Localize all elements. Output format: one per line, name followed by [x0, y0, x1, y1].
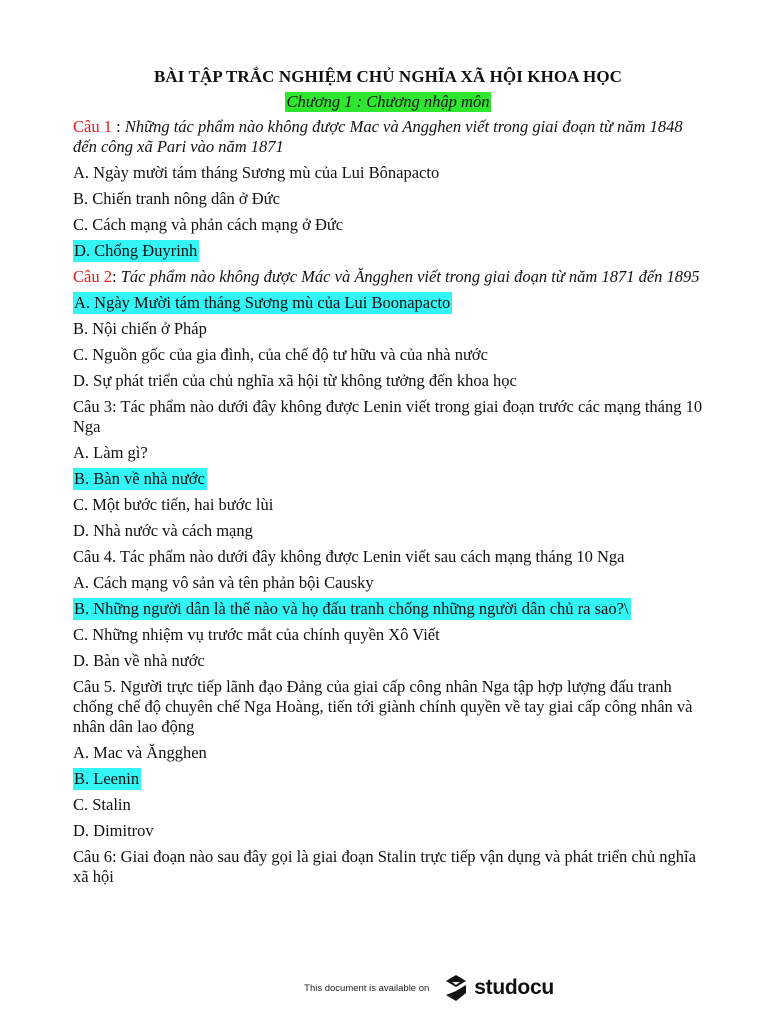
q3-option-d: D. Nhà nước và cách mạng [73, 521, 253, 540]
q5-option-a: A. Mac và Ăngghen [73, 743, 207, 762]
question-1-text: Những tác phẩm nào không được Mac và Angghen viết trong giai đoạn từ năm 1848 đến công xã Pari vào năm 1871 [73, 117, 683, 156]
q4-option-d: D. Bàn về nhà nước [73, 651, 205, 670]
question-4: Câu 4. Tác phẩm nào dưới đây không được Lenin viết sau cách mạng tháng 10 Nga [73, 547, 625, 566]
studocu-logo[interactable] [443, 973, 554, 1003]
studocu-brand: studocu [474, 976, 554, 999]
question-5: Câu 5. Người trực tiếp lãnh đạo Đảng của giai cấp công nhân Nga tập hợp lượng đấu tranh chống chế độ chuyên chế Nga Hoàng, tiến tới giành chính quyền về tay giai cấp công nhân và nhân dân lao động [73, 677, 693, 736]
question-2-text: Tác phẩm nào không được Mác và Ăngghen viết trong giai đoạn từ năm 1871 đến 1895 [120, 267, 700, 286]
chapter-subtitle: Chương 1 : Chương nhập môn [286, 92, 490, 111]
q4-option-a: A. Cách mạng vô sản và tên phản bội Causky [73, 573, 374, 592]
q2-option-a-answer: A. Ngày Mười tám tháng Sương mù của Lui Boonapacto [74, 293, 451, 312]
question-1-label: Câu 1 [73, 117, 112, 136]
q1-option-d-answer: D. Chống Đuyrinh [74, 241, 198, 260]
document-page [73, 66, 703, 887]
q3-option-a: A. Làm gì? [73, 443, 148, 462]
question-2-label: Câu 2 [73, 267, 112, 286]
q1-option-b: B. Chiến tranh nông dân ở Đức [73, 189, 280, 208]
question-6: Câu 6: Giai đoạn nào sau đây gọi là giai đoạn Stalin trực tiếp vận dụng và phát triển chủ nghĩa xã hội [73, 847, 696, 886]
q2-option-d: D. Sự phát triển của chủ nghĩa xã hội từ không tưởng đến khoa học [73, 371, 517, 390]
q5-option-b-answer: B. Leenin [74, 769, 140, 788]
q4-option-c: C. Những nhiệm vụ trước mắt của chính quyền Xô Viết [73, 625, 440, 644]
studocu-logo-icon [443, 973, 469, 1003]
availability-note: This document is available on [304, 982, 430, 994]
document-title: BÀI TẬP TRẮC NGHIỆM CHỦ NGHĨA XÃ HỘI KHOA HỌC [153, 67, 623, 86]
q3-option-b-answer: B. Bàn về nhà nước [74, 469, 205, 488]
q2-option-b: B. Nội chiến ở Pháp [73, 319, 207, 338]
q1-option-c: C. Cách mạng và phản cách mạng ở Đức [73, 215, 344, 234]
studocu-footer [0, 968, 768, 1008]
q1-option-a: A. Ngày mười tám tháng Sương mù của Lui Bônapacto [73, 163, 440, 182]
q2-option-c: C. Nguồn gốc của gia đình, của chế độ tư hữu và của nhà nước [73, 345, 488, 364]
q3-option-c: C. Một bước tiến, hai bước lùi [73, 495, 274, 514]
question-1: Câu 1 : Những tác phẩm nào không được Mac và Angghen viết trong giai đoạn từ năm 1848 đến công xã Pari vào năm 1871 [73, 117, 683, 156]
q5-option-d: D. Dimitrov [73, 821, 154, 840]
q4-option-b-answer: B. Những người dân là thế nào và họ đấu tranh chống những người dân chủ ra sao?\ [74, 599, 629, 618]
q5-option-c: C. Stalin [73, 795, 131, 814]
question-2: Câu 2: Tác phẩm nào không được Mác và Ăngghen viết trong giai đoạn từ năm 1871 đến 1895 [73, 267, 700, 286]
question-3: Câu 3: Tác phẩm nào dưới đây không được Lenin viết trong giai đoạn trước các mạng tháng 10 Nga [73, 397, 703, 436]
